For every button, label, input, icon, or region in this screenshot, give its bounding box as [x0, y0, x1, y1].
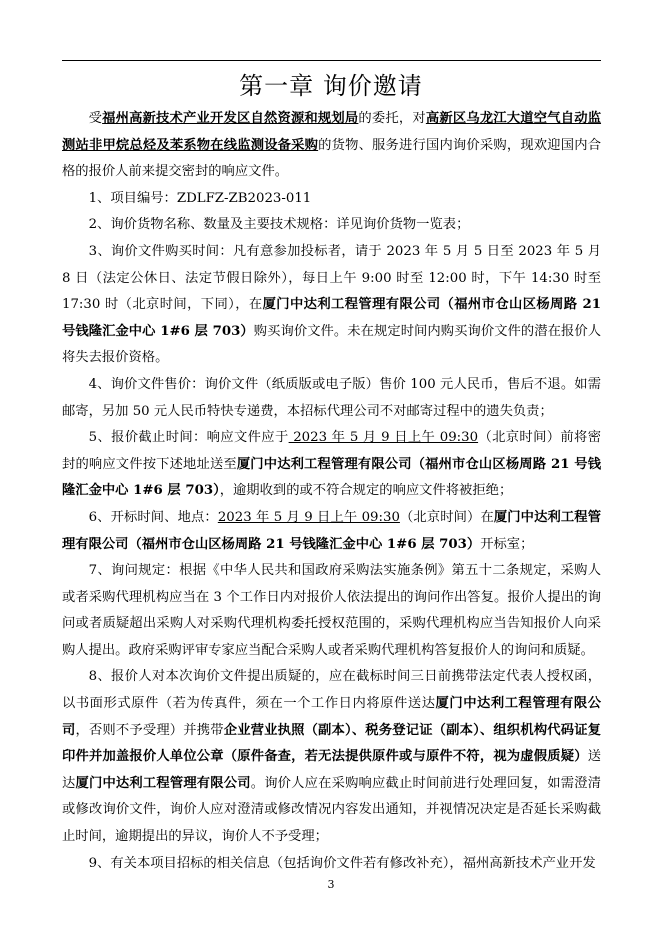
agency-name: 厦门中达利工程管理有限公司 [75, 775, 251, 791]
client-organization: 福州高新技术产业开发区自然资源和规划局 [102, 111, 359, 126]
text: 的货物、服务进行国内询价采购，现欢迎国内合格的报价人前来提交密封的响应文件。 [62, 137, 602, 180]
paragraph-project-number: 1、项目编号：ZDLFZ-ZB2023-011 [88, 190, 312, 206]
text: （北京时间）在 [399, 509, 494, 525]
paragraph-goods: 2、询价货物名称、数量及主要技术规格：详见询价货物一览表； [88, 217, 470, 233]
project-name: 高新区乌龙江大道空气自动监测站非甲烷总烃及苯系物在线监测设备采购 [62, 111, 602, 153]
paragraph-intro [62, 106, 601, 186]
header-rule [62, 60, 601, 61]
text: 3、询价文件购买时间：凡有意参加投标者，请于 2023 年 5 月 5 日至 2023 年 5 月 8 日（法定公休日、法定节假日除外），每日上午 9:00 时至 12:00 时，下午 14:30 时至 17:30 时（北京时间，下同），在 [62, 243, 601, 313]
agency-address: 厦门中达利工程管理有限公司（福州市仓山区杨周路 21 号钱隆汇金中心 1#6 层 703） [62, 509, 602, 552]
text: ，否则不予受理）并携带 [75, 722, 224, 738]
paragraph-purchase-time [62, 239, 601, 372]
text: 的委托，对 [358, 111, 426, 126]
text: 6、开标时间、地点： [88, 509, 218, 525]
deadline-time: 2023 年 5 月 9 日上午 09:30 [288, 430, 479, 446]
text: 。询价人应在采购响应截止时间前进行处理回复，如需澄清或修改询价文件，询价人应对澄清或修改情况内容发出通知，并视情况决定是否延长采购截止时间，逾期提出的异议，询价人不予受理； [62, 775, 602, 845]
required-documents: 企业营业执照（副本）、税务登记证（副本）、组织机构代码证复印件并加盖报价人单位公章（原件备查，若无法提供原件或与原件不符，视为虚假质疑） [62, 722, 602, 765]
text: 8、报价人对本次询价文件提出质疑的，应在截标时间三日前携带法定代表人授权函，以书面形式原件（若为传真件，须在一个工作日内将原件送达 [62, 669, 601, 712]
agency-address: 厦门中达利工程管理有限公司（福州市仓山区杨周路 21 号钱隆汇金中心 1#6 层 703） [62, 297, 601, 339]
text: 送达 [62, 749, 601, 791]
document-body [62, 106, 601, 877]
text: 开标室； [480, 536, 534, 552]
paragraph-deadline [62, 425, 601, 505]
paragraph-info: 9、有关本项目招标的相关信息（包括询价文件若有修改补充），福州高新技术产业开发 [88, 855, 596, 871]
agency-name: 厦门中达利工程管理有限公司 [62, 696, 602, 738]
agency-address: 厦门中达利工程管理有限公司（福州市仓山区杨周路 21 号钱隆汇金中心 1#6 层 703） [62, 456, 601, 499]
paragraph-opening [62, 505, 601, 558]
text: 受 [88, 111, 103, 126]
text: 5、报价截止时间：响应文件应于 [88, 430, 289, 446]
text: 购买询价文件。未在规定时间内购买询价文件的潜在报价人将失去报价资格。 [62, 323, 602, 366]
text: （北京时间）前将密封的响应文件按下述地址送至 [62, 430, 601, 472]
paragraph-price: 4、询价文件售价：询价文件（纸质版或电子版）售价 100 元人民币，售后不退。如需邮寄，另加 50 元人民币特快专递费，本招标代理公司不对邮寄过程中的遗失负责； [62, 376, 601, 419]
paragraph-challenge [62, 664, 601, 850]
page-number: 3 [327, 878, 335, 891]
paragraph-inquiry: 7、询问规定：根据《中华人民共和国政府采购法实施条例》第五十二条规定，采购人或者采购代理机构应当在 3 个工作日内对报价人依法提出的询问作出答复。报价人提出的询问或者质疑超出采购人对采购代理机构委托授权范围的，采购代理机构应当告知报价人向采购人提出。政府采购评审专家应当配合采购人或者采购代理机构答复报价人的询问和质疑。 [62, 563, 601, 658]
chapter-title: 第一章 询价邀请 [239, 72, 423, 100]
text: ，逾期收到的或不符合规定的响应文件将被拒绝； [219, 483, 513, 499]
opening-time: 2023 年 5 月 9 日上午 09:30 [217, 509, 400, 525]
